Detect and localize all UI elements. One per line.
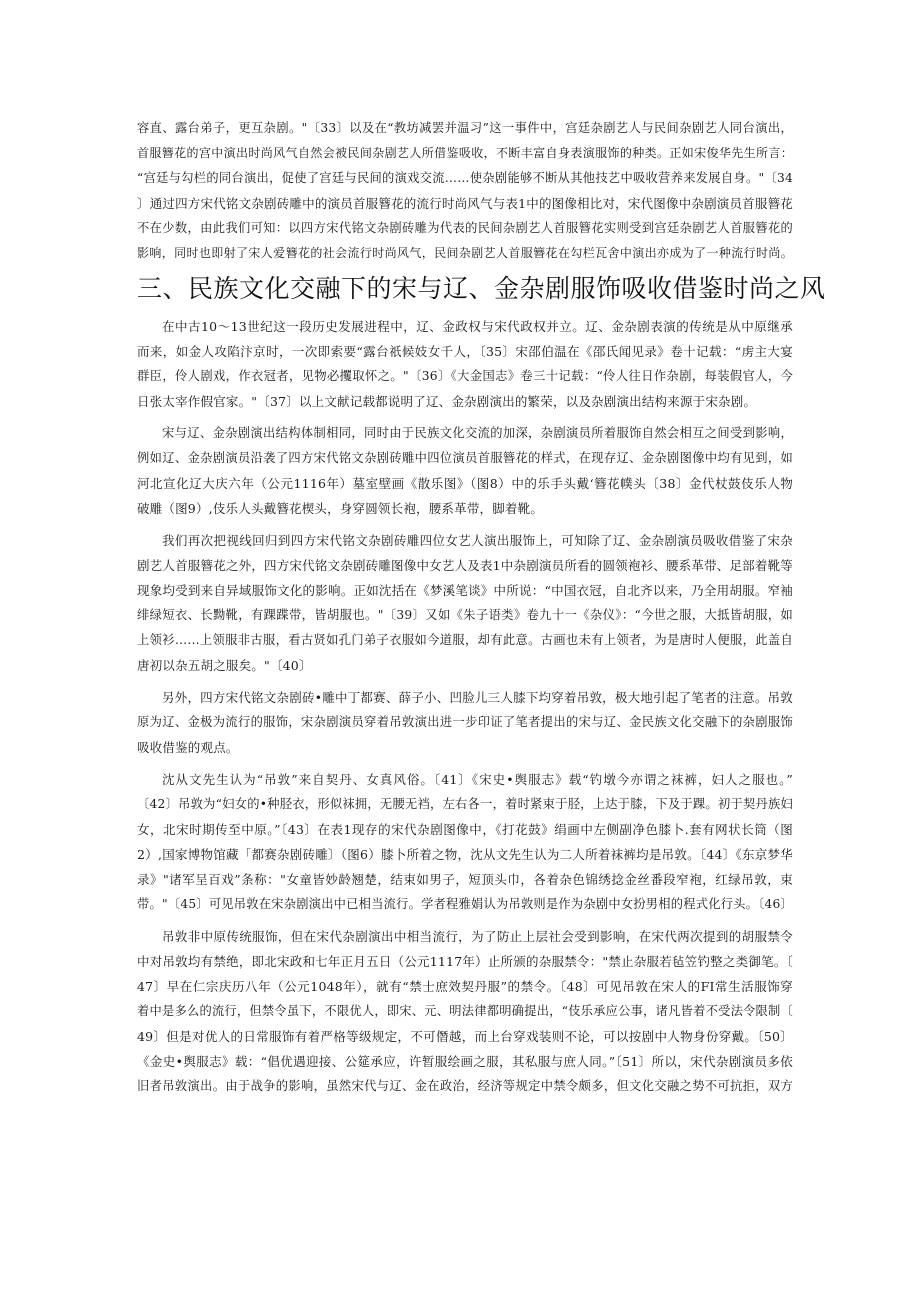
text-line: 容直、露台弟子，更互杂剧。"〔33〕以及在“教坊减罢并温习”这一事件中，宫廷杂剧艺人与民间杂剧艺人同台演出， — [137, 121, 793, 135]
text-line: 沈从文先生认为“吊敦”来自契丹、女真风俗。〔41〕《宋史•舆服志》载“钓墩今亦谓之袜裤，妇人之服也。” — [162, 772, 793, 787]
text-line: 2）,国家博物馆藏「都赛杂剧砖雕〕（图6）膝卜所着之物，沈从文先生认为二人所着袜裤均是吊敦。〔44〕《东京梦华 — [137, 847, 793, 862]
paragraph-3 — [137, 528, 793, 678]
text-line: 上领衫……上领服非古服，看古贤如孔门弟子衣服如今道服，却有此意。古画也未有上领者，为是唐时人便服，此盖自 — [137, 633, 793, 647]
paragraph-1 — [137, 314, 793, 414]
text-line: 原为辽、金极为流行的服饰，宋杂剧演员穿着吊敦演出进一步印证了笔者提出的宋与辽、金民族文化交融下的杂剧服饰 — [137, 715, 793, 729]
text-line: 现象均受到来自异域服饰文化的影响。正如沈括在《梦溪笔谈》中所说：“中国衣冠，自北齐以来，乃全用胡服。窄袖 — [137, 583, 793, 598]
paragraph-4 — [137, 685, 793, 760]
text-line: 剧艺人首服簪花之外，四方宋代铭文杂剧砖雕图像中女艺人及表1中杂剧演员所看的圆领袍衫、腰系革带、足部着靴等 — [137, 558, 793, 573]
text-line: 女，北宋时期传至中原。”〔43〕在表1现存的宋代杂剧图像中，《打花鼓》绢画中左侧副净色膝卜.套有网状长筒（图 — [137, 822, 793, 837]
text-line: 吊敦非中原传统服饰，但在宋代杂剧演出中相当流行，为了防止上层社会受到影响，在宋代两次提到的胡服禁令 — [162, 929, 793, 944]
text-line: 而来，如金人攻陷汴京时，一次即索要“露台祇候妓女千人，〔35〕宋邵伯温在《邵氏闻见录》卷十记载：“虏主大宴 — [137, 344, 793, 359]
text-line: 影响，同时也即射了宋人爱簪花的社会流行时尚风气，民间杂剧艺人首服簪花在勾栏瓦舍中演出亦成为了一种流行时尚。 — [137, 246, 793, 260]
paragraph-6 — [137, 924, 793, 1099]
text-line: 吸收借鉴的观点。 — [137, 740, 239, 755]
text-line: 中对吊敦均有禁绝，即北宋政和七年正月五日（公元1117年）止所颁的杂服禁令："禁止杂服若毡笠钓整之类御笔。〔 — [137, 954, 793, 969]
text-line: 带。"〔45〕可见吊敦在宋杂剧演出中已相当流行。学者程雅娟认为吊敦则是作为杂剧中女扮男相的程式化行头。〔46〕 — [137, 897, 793, 911]
paragraph-continued — [137, 116, 793, 266]
text-line: 〕通过四方宋代铭文杂剧砖雕中的演员首服簪花的流行时尚风气与表1中的图像相比对，宋代图像中杂剧演员首服簪花 — [137, 196, 793, 211]
text-line: 宋与辽、金杂剧演出结构体制相同，同时由于民族文化交流的加深，杂剧演员所着服饰自然会相互之间受到影响， — [162, 426, 793, 440]
text-line: 在中古10～13世纪这一段历史发展进程中，辽、金政权与宋代政权并立。辽、金杂剧表演的传统是从中原继承 — [162, 319, 793, 334]
text-line: 首服簪花的宫中演出时尚风气自然会被民间杂剧艺人所借鉴吸收，不断丰富自身表演服饰的种类。正如宋俊华先生所言： — [137, 146, 793, 160]
text-line: 破雕（图9）,伎乐人头戴簪花楔头，身穿圆领长袍，腰系革带，脚着靴。 — [137, 501, 544, 516]
text-line: 河北宣化辽大庆六年（公元1116年）墓室壁画《散乐图》（图8）中的乐手头戴‘簪花幞头〔38〕金代杖鼓伎乐人物 — [137, 476, 793, 491]
text-line: 另外，四方宋代铭文杂剧砖•雕中丁都赛、薛子小、凹脸儿三人膝下均穿着吊敦，极大地引起了笔者的注意。吊敦 — [162, 690, 793, 705]
text-line: 我们再次把视线回归到四方宋代铭文杂剧砖雕四位女艺人演出服饰上，可知除了辽、金杂剧演员吸收借鉴了宋杂 — [162, 533, 793, 548]
text-line: “宫廷与勾栏的同台演出，促使了宫廷与民间的演戏交流……使杂剧能够不断从其他技艺中吸收营养来发展自身。"〔34 — [137, 171, 793, 185]
text-line: 群臣，伶人剧戏，作衣冠者，见物必攫取怀之。"〔36〕《大金国志》卷三十记载：“伶人往日作杂剧，每装假官人，今 — [137, 369, 793, 383]
text-line: 日张太宰作假官家。"〔37〕以上文献记载都说明了辽、金杂剧演出的繁荣，以及杂剧演出结构来源于宋杂剧。 — [137, 394, 757, 409]
text-line: 着中是多么的流行，但禁令虽下，不限优人，即宋、元、明法律都明确提出，“伎乐承应公事，诸凡皆着不受法令限制〔 — [137, 1004, 793, 1018]
text-line: 47〕早在仁宗庆历八年（公元1048年），就有“禁士庶效契丹服”的禁令。〔48〕可见吊敦在宋人的FI常生活服饰穿 — [137, 979, 793, 994]
text-line: 录》"诸军呈百戏”条称："女童皆妙龄翘楚，结束如男子，短顶头巾，各着杂色锦绣捻金丝番段窄袍，红绿吊敦，束 — [137, 872, 793, 887]
text-line: 唐初以杂五胡之服矣。"〔40〕 — [137, 658, 312, 673]
document-page — [137, 116, 826, 1106]
text-line: 不在少数，由此我们可知：以四方宋代铭文杂剧砖雕为代表的民间杂剧艺人首服簪花实则受到宫廷杂剧艺人首服簪花的 — [137, 221, 793, 235]
text-line: 旧者吊敦演出。由于战争的影响，虽然宋代与辽、金在政治，经济等规定中禁令颇多，但文化交融之势不可抗拒，双方 — [137, 1079, 793, 1093]
section-heading: 三、民族文化交融下的宋与辽、金杂剧服饰吸收借鉴时尚之风 — [137, 274, 826, 303]
text-line: 《金史•舆服志》载：“倡优遇迎接、公筵承应，许暂服绘画之服，其私服与庶人同。”〔51〕所以，宋代杂剧演员多依 — [137, 1054, 793, 1069]
paragraph-2 — [137, 421, 793, 521]
paragraph-5 — [137, 767, 793, 917]
text-line: 〔42〕吊敦为“妇女的•种胫衣，形似袜拥，无腰无裆，左右各一，着时紧束于胫，上达于膝，下及于踝。初于契丹族妇 — [137, 797, 793, 811]
text-line: 49〕但是对优人的日常服饰有着严格等级规定，不可僭越，而上台穿戏装则不论，可以按剧中人物身份穿戴。〔50〕 — [137, 1029, 793, 1044]
text-line: 例如辽、金杂剧演员沿袭了四方宋代铭文杂剧砖雕中四位演员首服簪花的样式，在现存辽、金杂剧图像中均有见到，如 — [137, 451, 793, 465]
text-line: 绯绿短衣、长黝靴，有踝蹀带，皆胡服也。"〔39〕又如《朱子语类》卷九十一《杂仪》：“今世之服，大抵皆胡服，如 — [137, 608, 793, 622]
